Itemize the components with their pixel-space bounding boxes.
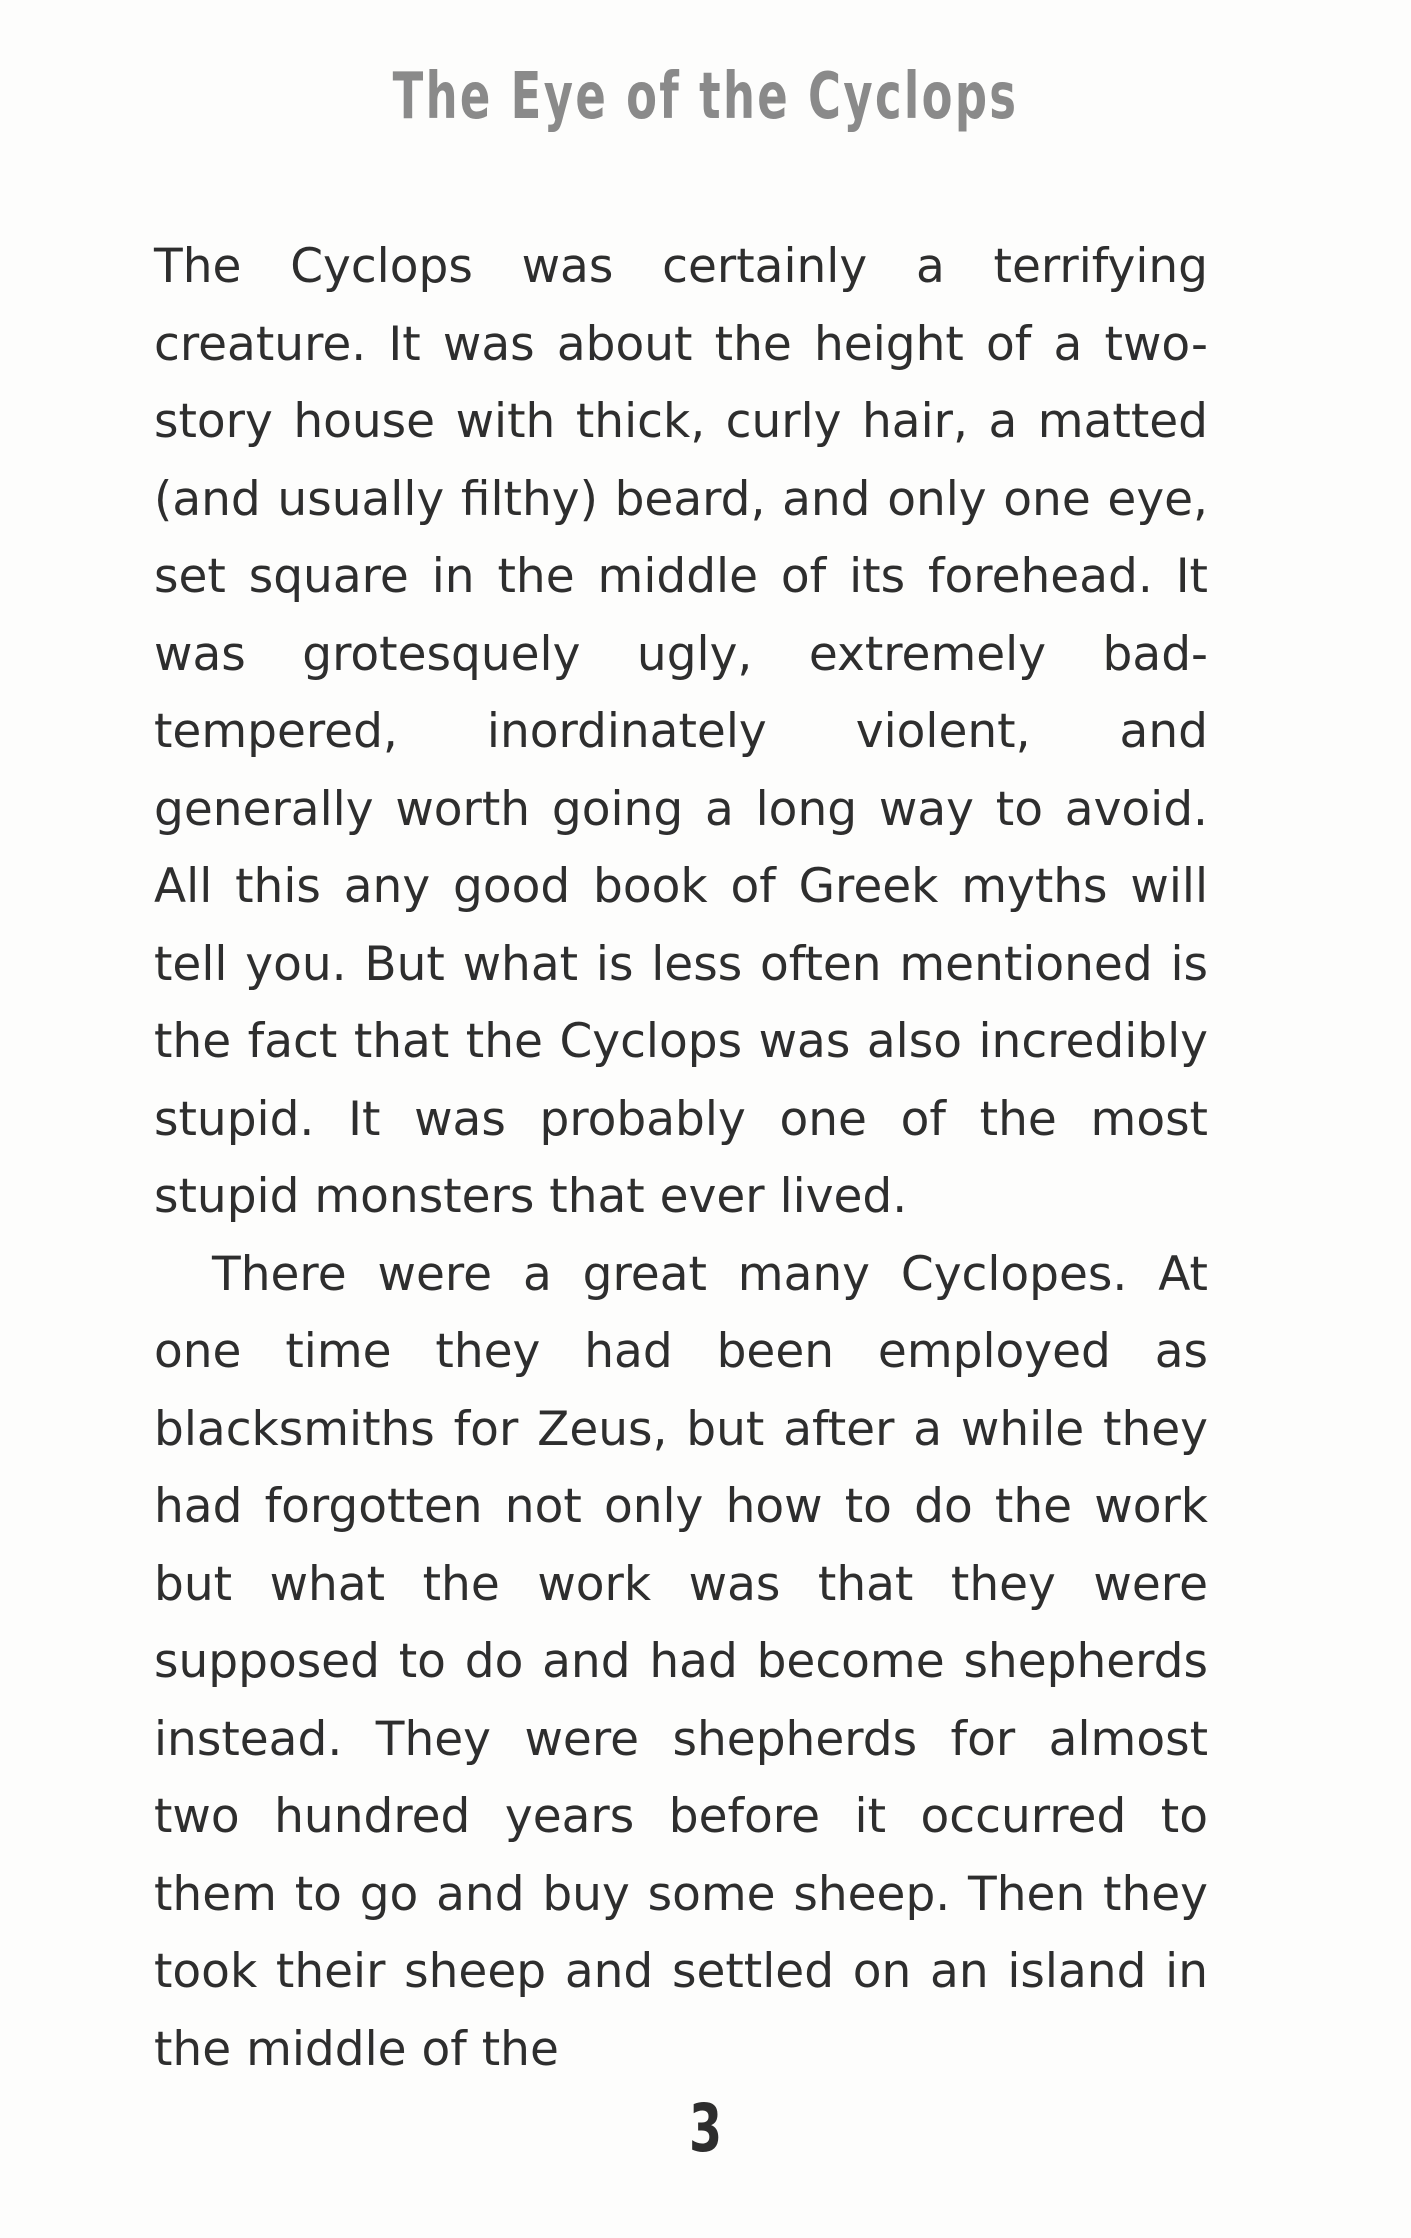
body-text — [154, 228, 1208, 2088]
paragraph-1: The Cyclops was certainly a terrifying creature. It was about the height of a two-story house with thick, curly hair, a matted (and usually filthy) beard, and only one eye, set square in the middle of its forehead. It was grotesquely ugly, extremely bad-tempered, inordinately violent, and generally worth going a long way to avoid. All this any good book of Greek myths will tell you. But what is less often mentioned is the fact that the Cyclops was also incredibly stupid. It was probably one of the most stupid monsters that ever lived. — [154, 239, 1208, 1224]
running-head: The Eye of the Cyclops — [392, 60, 1019, 134]
page-number: 3 — [688, 2090, 723, 2167]
paragraph-2: There were a great many Cyclopes. At one time they had been employed as blacksmiths for Zeus, but after a while they had forgotten not only how to do the work but what the work was that they were supposed to do and had become shepherds instead. They were shepherds for almost two hundred years before it occurred to them to go and buy some sheep. Then they took their sheep and settled on an island in the middle of the — [154, 1246, 1208, 2077]
